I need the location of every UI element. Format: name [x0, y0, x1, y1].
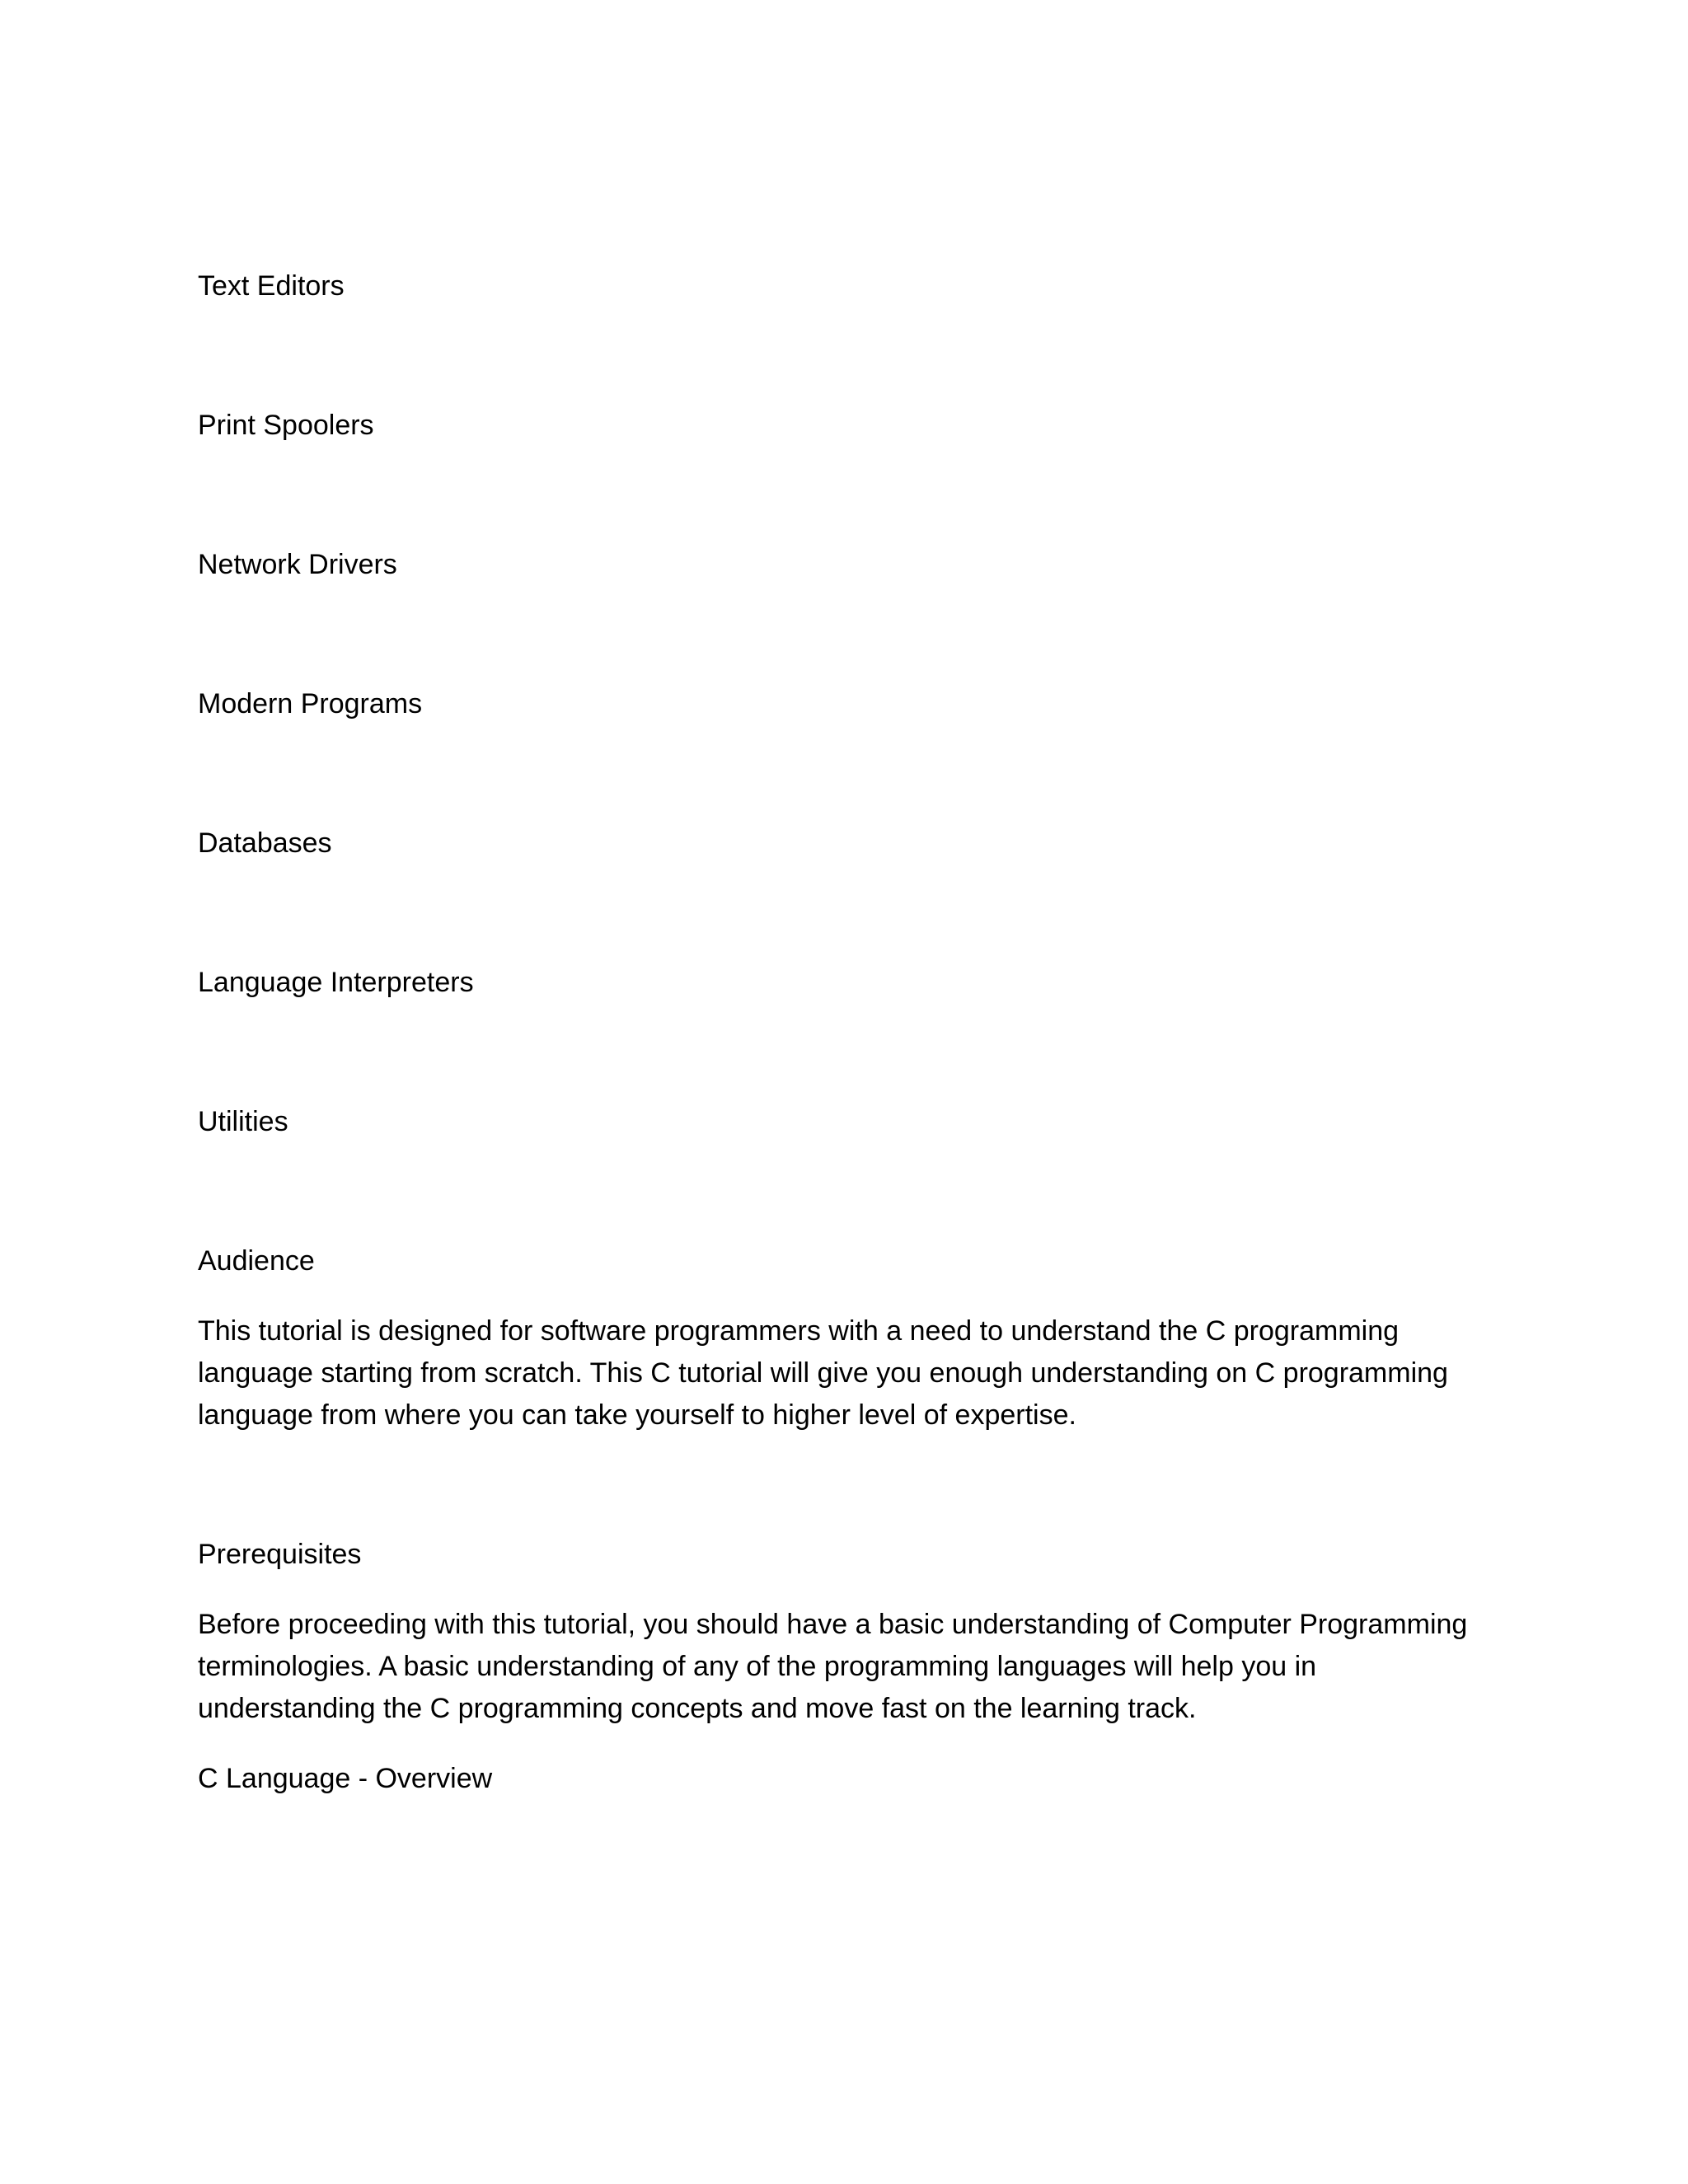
list-item-modern-programs: Modern Programs: [198, 688, 423, 719]
list-item-utilities: Utilities: [198, 1106, 288, 1137]
list-item-network-drivers: Network Drivers: [198, 549, 397, 580]
list-item-language-interpreters: Language Interpreters: [198, 967, 474, 998]
audience-paragraph-line-3: language from where you can take yourself to higher level of expertise.: [198, 1399, 1076, 1431]
audience-paragraph-line-1: This tutorial is designed for software programmers with a need to understand the C programming: [198, 1315, 1400, 1347]
prerequisites-paragraph-line-2: terminologies. A basic understanding of any of the programming languages will help you in: [198, 1651, 1317, 1682]
audience-heading: Audience: [198, 1245, 315, 1277]
list-item-print-spoolers: Print Spoolers: [198, 410, 374, 441]
prerequisites-paragraph-line-3: understanding the C programming concepts and move fast on the learning track.: [198, 1693, 1197, 1724]
list-item-text-editors: Text Editors: [198, 270, 345, 302]
prerequisites-heading: Prerequisites: [198, 1539, 362, 1570]
c-language-overview-heading: C Language - Overview: [198, 1763, 493, 1794]
prerequisites-paragraph-line-1: Before proceeding with this tutorial, you should have a basic understanding of Computer Programming: [198, 1609, 1468, 1640]
audience-paragraph-line-2: language starting from scratch. This C tutorial will give you enough understanding on C programming: [198, 1357, 1448, 1389]
list-item-databases: Databases: [198, 827, 332, 859]
